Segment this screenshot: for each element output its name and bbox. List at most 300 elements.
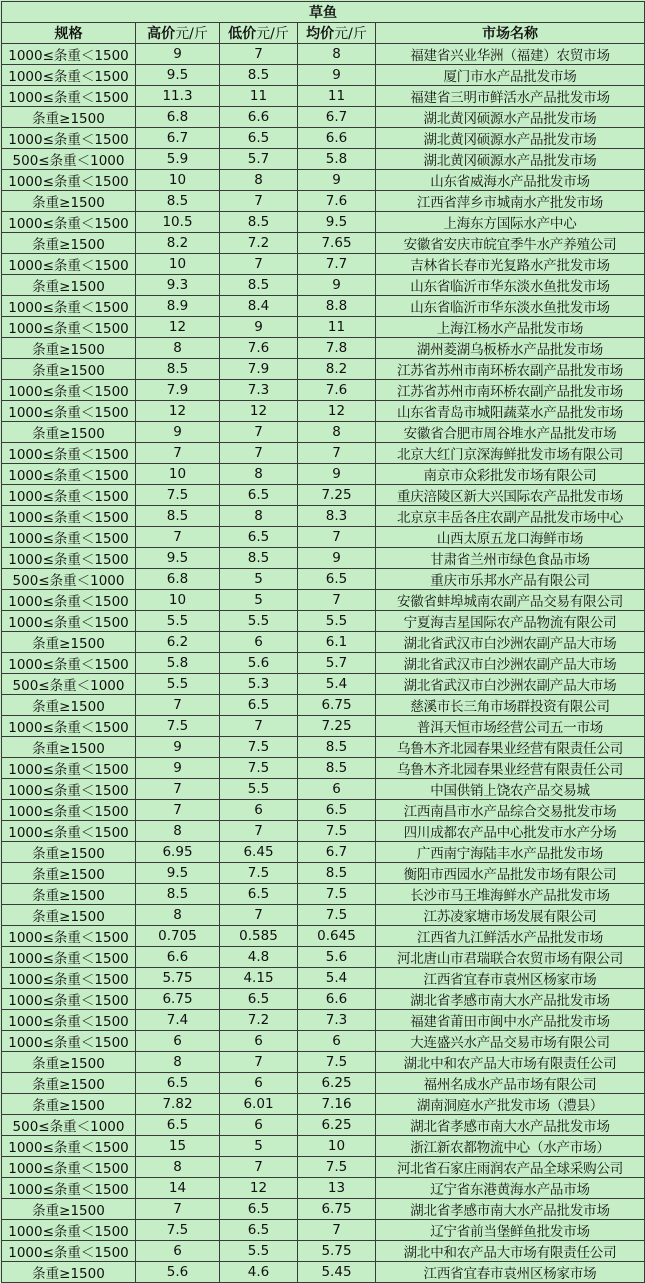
cell-high-price: 6.8 [136, 107, 220, 128]
cell-low-price: 5.5 [220, 779, 298, 800]
table-row [2, 317, 645, 338]
cell-spec: 1000≤条重＜1500 [2, 1241, 136, 1262]
cell-market: 四川成都农产品中心批发市水产分场 [376, 821, 645, 842]
cell-low-price: 12 [220, 401, 298, 422]
cell-market: 湖北黄冈硕源水产品批发市场 [376, 149, 645, 170]
cell-spec: 1000≤条重＜1500 [2, 989, 136, 1010]
cell-avg-price: 5.6 [298, 947, 376, 968]
cell-spec: 1000≤条重＜1500 [2, 779, 136, 800]
cell-spec: 条重≥1500 [2, 737, 136, 758]
table-row [2, 968, 645, 989]
cell-market: 山东省临沂市华东淡水鱼批发市场 [376, 296, 645, 317]
cell-high-price: 0.705 [136, 926, 220, 947]
header-row [2, 23, 645, 44]
cell-high-price: 5.5 [136, 674, 220, 695]
cell-high-price: 7 [136, 695, 220, 716]
column-header-unit: 元/斤 [175, 26, 208, 42]
cell-avg-price: 5.8 [298, 149, 376, 170]
cell-low-price: 6.5 [220, 695, 298, 716]
cell-avg-price: 7 [298, 1220, 376, 1241]
cell-avg-price: 6.7 [298, 107, 376, 128]
cell-spec: 500≤条重＜1000 [2, 149, 136, 170]
cell-spec: 1000≤条重＜1500 [2, 758, 136, 779]
cell-avg-price: 6 [298, 1031, 376, 1052]
cell-avg-price: 7.5 [298, 1157, 376, 1178]
cell-high-price: 8.9 [136, 296, 220, 317]
cell-avg-price: 7 [298, 443, 376, 464]
cell-high-price: 7.82 [136, 1094, 220, 1115]
cell-market: 河北省石家庄雨润农产品全球采购公司 [376, 1157, 645, 1178]
cell-low-price: 7 [220, 254, 298, 275]
cell-spec: 1000≤条重＜1500 [2, 254, 136, 275]
cell-high-price: 5.8 [136, 653, 220, 674]
cell-spec: 1000≤条重＜1500 [2, 800, 136, 821]
cell-high-price: 8 [136, 905, 220, 926]
cell-market: 江苏省苏州市南环桥农副产品批发市场 [376, 359, 645, 380]
cell-high-price: 6.6 [136, 947, 220, 968]
cell-avg-price: 7.5 [298, 884, 376, 905]
table-row [2, 695, 645, 716]
cell-spec: 条重≥1500 [2, 1262, 136, 1283]
cell-spec: 1000≤条重＜1500 [2, 947, 136, 968]
cell-high-price: 7.9 [136, 380, 220, 401]
cell-avg-price: 9 [298, 170, 376, 191]
cell-high-price: 6.7 [136, 128, 220, 149]
cell-market: 湖北省武汉市白沙洲农副产品大市场 [376, 674, 645, 695]
cell-spec: 1000≤条重＜1500 [2, 590, 136, 611]
cell-high-price: 5.6 [136, 1262, 220, 1283]
table-row [2, 1157, 645, 1178]
cell-low-price: 6 [220, 632, 298, 653]
cell-market: 辽宁省前当堡鲜鱼批发市场 [376, 1220, 645, 1241]
cell-low-price: 8 [220, 464, 298, 485]
cell-spec: 条重≥1500 [2, 359, 136, 380]
cell-low-price: 5 [220, 569, 298, 590]
cell-high-price: 9.5 [136, 548, 220, 569]
table-row [2, 128, 645, 149]
cell-high-price: 9.3 [136, 275, 220, 296]
table-row [2, 737, 645, 758]
cell-spec: 条重≥1500 [2, 884, 136, 905]
cell-avg-price: 7.65 [298, 233, 376, 254]
cell-low-price: 7.5 [220, 863, 298, 884]
cell-low-price: 7.5 [220, 758, 298, 779]
cell-market: 吉林省长春市光复路水产批发市场 [376, 254, 645, 275]
cell-avg-price: 7.25 [298, 716, 376, 737]
cell-high-price: 9 [136, 758, 220, 779]
cell-spec: 1000≤条重＜1500 [2, 1010, 136, 1031]
cell-low-price: 6 [220, 1115, 298, 1136]
table-row [2, 464, 645, 485]
table-row [2, 275, 645, 296]
table-row [2, 821, 645, 842]
cell-market: 山西太原五龙口海鲜市场 [376, 527, 645, 548]
cell-high-price: 10 [136, 170, 220, 191]
table-row [2, 527, 645, 548]
cell-market: 山东省威海水产品批发市场 [376, 170, 645, 191]
cell-avg-price: 8.5 [298, 863, 376, 884]
cell-high-price: 14 [136, 1178, 220, 1199]
table-row [2, 632, 645, 653]
table-body [2, 44, 645, 1283]
table-row [2, 590, 645, 611]
cell-spec: 1000≤条重＜1500 [2, 968, 136, 989]
cell-spec: 条重≥1500 [2, 842, 136, 863]
table-row [2, 653, 645, 674]
cell-avg-price: 5.75 [298, 1241, 376, 1262]
cell-market: 湖州菱湖乌板桥水产品批发市场 [376, 338, 645, 359]
cell-market: 山东省青岛市城阳蔬菜水产品批发市场 [376, 401, 645, 422]
cell-spec: 500≤条重＜1000 [2, 569, 136, 590]
cell-low-price: 0.585 [220, 926, 298, 947]
cell-low-price: 12 [220, 1178, 298, 1199]
cell-low-price: 6 [220, 1073, 298, 1094]
cell-market: 福州名成水产品市场有限公司 [376, 1073, 645, 1094]
cell-market: 安徽省合肥市周谷堆水产品批发市场 [376, 422, 645, 443]
cell-low-price: 8.5 [220, 548, 298, 569]
table-row [2, 506, 645, 527]
cell-market: 重庆市乐邦水产品有限公司 [376, 569, 645, 590]
cell-market: 江西省九江鲜活水产品批发市场 [376, 926, 645, 947]
table-row [2, 989, 645, 1010]
cell-avg-price: 9.5 [298, 212, 376, 233]
table-row [2, 1199, 645, 1220]
column-header-label: 均价 [306, 26, 335, 42]
cell-market: 江苏凌家塘市场发展有限公司 [376, 905, 645, 926]
cell-market: 慈溪市长三角市场群投资有限公司 [376, 695, 645, 716]
cell-spec: 1000≤条重＜1500 [2, 380, 136, 401]
cell-high-price: 6.95 [136, 842, 220, 863]
cell-high-price: 6.8 [136, 569, 220, 590]
cell-spec: 1000≤条重＜1500 [2, 506, 136, 527]
cell-high-price: 7 [136, 527, 220, 548]
column-header-label: 规格 [54, 26, 83, 42]
cell-spec: 500≤条重＜1000 [2, 674, 136, 695]
cell-market: 衡阳市西园水产品批发市场有限公司 [376, 863, 645, 884]
cell-market: 重庆涪陵区新大兴国际农产品批发市场 [376, 485, 645, 506]
cell-low-price: 7 [220, 821, 298, 842]
cell-avg-price: 6 [298, 779, 376, 800]
cell-low-price: 9 [220, 317, 298, 338]
cell-avg-price: 8.5 [298, 737, 376, 758]
cell-avg-price: 8.8 [298, 296, 376, 317]
cell-high-price: 8.5 [136, 884, 220, 905]
table-row [2, 779, 645, 800]
table-row [2, 233, 645, 254]
cell-high-price: 8.5 [136, 506, 220, 527]
cell-high-price: 6.5 [136, 1073, 220, 1094]
cell-market: 江西省宜春市袁州区杨家市场 [376, 1262, 645, 1283]
column-header-low-price [220, 23, 298, 44]
cell-low-price: 7.5 [220, 737, 298, 758]
cell-avg-price: 7.5 [298, 905, 376, 926]
cell-avg-price: 6.1 [298, 632, 376, 653]
cell-spec: 条重≥1500 [2, 107, 136, 128]
cell-market: 辽宁省东港黄海水产品市场 [376, 1178, 645, 1199]
cell-low-price: 6.5 [220, 527, 298, 548]
cell-market: 江西省萍乡市城南水产批发市场 [376, 191, 645, 212]
cell-spec: 1000≤条重＜1500 [2, 86, 136, 107]
cell-high-price: 7 [136, 779, 220, 800]
table-row [2, 191, 645, 212]
cell-spec: 条重≥1500 [2, 191, 136, 212]
cell-spec: 1000≤条重＜1500 [2, 401, 136, 422]
cell-low-price: 8.5 [220, 212, 298, 233]
cell-high-price: 6.5 [136, 1115, 220, 1136]
cell-avg-price: 8.5 [298, 758, 376, 779]
cell-avg-price: 7.6 [298, 191, 376, 212]
cell-high-price: 8.5 [136, 191, 220, 212]
cell-spec: 条重≥1500 [2, 695, 136, 716]
table-row [2, 1262, 645, 1283]
column-header-label: 低价 [228, 26, 257, 42]
column-header-label: 高价 [147, 26, 176, 42]
cell-low-price: 8 [220, 170, 298, 191]
cell-low-price: 7 [220, 422, 298, 443]
cell-low-price: 7 [220, 1157, 298, 1178]
cell-high-price: 12 [136, 317, 220, 338]
cell-avg-price: 11 [298, 86, 376, 107]
cell-spec: 1000≤条重＜1500 [2, 296, 136, 317]
cell-spec: 1000≤条重＜1500 [2, 926, 136, 947]
cell-low-price: 5 [220, 1136, 298, 1157]
cell-market: 北京京丰岳各庄农副产品批发市场中心 [376, 506, 645, 527]
cell-avg-price: 6.25 [298, 1115, 376, 1136]
cell-avg-price: 6.5 [298, 569, 376, 590]
cell-avg-price: 6.5 [298, 800, 376, 821]
cell-spec: 1000≤条重＜1500 [2, 212, 136, 233]
cell-low-price: 5.6 [220, 653, 298, 674]
cell-market: 宁夏海吉星国际农产品物流有限公司 [376, 611, 645, 632]
cell-avg-price: 7.25 [298, 485, 376, 506]
table-row [2, 1241, 645, 1262]
cell-spec: 1000≤条重＜1500 [2, 716, 136, 737]
cell-low-price: 7 [220, 905, 298, 926]
cell-spec: 条重≥1500 [2, 1052, 136, 1073]
cell-avg-price: 8 [298, 422, 376, 443]
table-row [2, 254, 645, 275]
cell-low-price: 6.5 [220, 884, 298, 905]
cell-low-price: 7.3 [220, 380, 298, 401]
cell-market: 上海江杨水产品批发市场 [376, 317, 645, 338]
cell-high-price: 9.5 [136, 863, 220, 884]
cell-avg-price: 6.6 [298, 989, 376, 1010]
cell-low-price: 6 [220, 800, 298, 821]
cell-avg-price: 7 [298, 590, 376, 611]
cell-avg-price: 9 [298, 65, 376, 86]
cell-avg-price: 9 [298, 275, 376, 296]
cell-spec: 1000≤条重＜1500 [2, 1220, 136, 1241]
cell-high-price: 8 [136, 821, 220, 842]
cell-high-price: 9 [136, 44, 220, 65]
cell-low-price: 7 [220, 44, 298, 65]
cell-high-price: 7 [136, 1199, 220, 1220]
cell-market: 乌鲁木齐北园春果业经营有限责任公司 [376, 758, 645, 779]
column-header-unit: 元/斤 [334, 26, 367, 42]
price-table [1, 1, 645, 1283]
cell-avg-price: 10 [298, 1136, 376, 1157]
table-row [2, 338, 645, 359]
cell-high-price: 6.2 [136, 632, 220, 653]
cell-high-price: 9 [136, 737, 220, 758]
cell-spec: 1000≤条重＜1500 [2, 317, 136, 338]
cell-market: 广西南宁海陆丰水产品批发市场 [376, 842, 645, 863]
cell-avg-price: 7.5 [298, 1052, 376, 1073]
table-row [2, 947, 645, 968]
cell-low-price: 7 [220, 443, 298, 464]
table-row [2, 863, 645, 884]
cell-low-price: 5.5 [220, 1241, 298, 1262]
cell-high-price: 7.5 [136, 485, 220, 506]
table-row [2, 170, 645, 191]
cell-avg-price: 7.16 [298, 1094, 376, 1115]
cell-low-price: 6.5 [220, 485, 298, 506]
cell-spec: 条重≥1500 [2, 905, 136, 926]
cell-spec: 条重≥1500 [2, 1199, 136, 1220]
cell-market: 江西南昌市水产品综合交易批发市场 [376, 800, 645, 821]
column-header-high-price [136, 23, 220, 44]
cell-market: 南京市众彩批发市场有限公司 [376, 464, 645, 485]
cell-avg-price: 7.6 [298, 380, 376, 401]
cell-market: 湖北省孝感市南大水产品批发市场 [376, 1199, 645, 1220]
column-header-avg-price [298, 23, 376, 44]
cell-high-price: 5.9 [136, 149, 220, 170]
cell-low-price: 4.15 [220, 968, 298, 989]
table-row [2, 1010, 645, 1031]
cell-high-price: 5.5 [136, 611, 220, 632]
cell-spec: 500≤条重＜1000 [2, 1115, 136, 1136]
cell-market: 河北唐山市君瑞联合农贸市场有限公司 [376, 947, 645, 968]
table-row [2, 149, 645, 170]
cell-market: 普洱天恒市场经营公司五一市场 [376, 716, 645, 737]
cell-high-price: 12 [136, 401, 220, 422]
table-row [2, 380, 645, 401]
cell-high-price: 11.3 [136, 86, 220, 107]
cell-spec: 1000≤条重＜1500 [2, 611, 136, 632]
table-row [2, 1031, 645, 1052]
table-row [2, 44, 645, 65]
cell-low-price: 7 [220, 716, 298, 737]
cell-avg-price: 6.75 [298, 695, 376, 716]
table-row [2, 842, 645, 863]
cell-market: 福建省兴业华洲（福建）农贸市场 [376, 44, 645, 65]
cell-high-price: 5.75 [136, 968, 220, 989]
table-row [2, 1220, 645, 1241]
table-row [2, 401, 645, 422]
cell-avg-price: 6.6 [298, 128, 376, 149]
cell-market: 湖北省武汉市白沙洲农副产品大市场 [376, 632, 645, 653]
cell-market: 安徽省安庆市皖宜季牛水产养殖公司 [376, 233, 645, 254]
cell-avg-price: 9 [298, 464, 376, 485]
cell-avg-price: 8.3 [298, 506, 376, 527]
cell-spec: 1000≤条重＜1500 [2, 1178, 136, 1199]
table-row [2, 296, 645, 317]
cell-spec: 1000≤条重＜1500 [2, 170, 136, 191]
table-row [2, 443, 645, 464]
cell-low-price: 5 [220, 590, 298, 611]
cell-avg-price: 6.7 [298, 842, 376, 863]
cell-low-price: 6.5 [220, 989, 298, 1010]
cell-avg-price: 9 [298, 548, 376, 569]
cell-high-price: 7.5 [136, 1220, 220, 1241]
cell-spec: 条重≥1500 [2, 863, 136, 884]
cell-high-price: 9 [136, 422, 220, 443]
cell-market: 上海东方国际水产中心 [376, 212, 645, 233]
column-header-spec [2, 23, 136, 44]
cell-low-price: 6.5 [220, 1199, 298, 1220]
cell-low-price: 6 [220, 1031, 298, 1052]
cell-market: 湖北省孝感市南大水产品批发市场 [376, 1115, 645, 1136]
cell-market: 湖北黄冈硕源水产品批发市场 [376, 107, 645, 128]
table-row [2, 1136, 645, 1157]
table-row [2, 926, 645, 947]
table-row [2, 422, 645, 443]
cell-avg-price: 6.75 [298, 1199, 376, 1220]
cell-market: 江西省宜春市袁州区杨家市场 [376, 968, 645, 989]
cell-market: 厦门市水产品批发市场 [376, 65, 645, 86]
cell-spec: 条重≥1500 [2, 1094, 136, 1115]
cell-avg-price: 7.3 [298, 1010, 376, 1031]
cell-high-price: 7.4 [136, 1010, 220, 1031]
cell-high-price: 10 [136, 464, 220, 485]
table-row [2, 1178, 645, 1199]
cell-market: 湖南洞庭水产批发市场（澧县） [376, 1094, 645, 1115]
cell-market: 湖北省孝感市南大水产品批发市场 [376, 989, 645, 1010]
cell-avg-price: 5.4 [298, 968, 376, 989]
cell-low-price: 7 [220, 191, 298, 212]
cell-spec: 1000≤条重＜1500 [2, 653, 136, 674]
cell-avg-price: 13 [298, 1178, 376, 1199]
cell-low-price: 6.6 [220, 107, 298, 128]
cell-high-price: 10 [136, 254, 220, 275]
cell-low-price: 8.4 [220, 296, 298, 317]
cell-high-price: 7.5 [136, 716, 220, 737]
cell-market: 浙江新农都物流中心（水产市场） [376, 1136, 645, 1157]
cell-high-price: 6 [136, 1241, 220, 1262]
cell-spec: 条重≥1500 [2, 632, 136, 653]
cell-spec: 1000≤条重＜1500 [2, 464, 136, 485]
table-row [2, 1073, 645, 1094]
table-row [2, 1052, 645, 1073]
cell-low-price: 5.7 [220, 149, 298, 170]
cell-market: 山东省临沂市华东淡水鱼批发市场 [376, 275, 645, 296]
cell-spec: 1000≤条重＜1500 [2, 65, 136, 86]
table-row [2, 905, 645, 926]
cell-low-price: 7 [220, 1052, 298, 1073]
cell-market: 大连盛兴水产品交易市场有限公司 [376, 1031, 645, 1052]
cell-market: 江苏省苏州市南环桥农副产品批发市场 [376, 380, 645, 401]
cell-avg-price: 6.25 [298, 1073, 376, 1094]
cell-low-price: 6.5 [220, 128, 298, 149]
cell-low-price: 8 [220, 506, 298, 527]
cell-high-price: 9.5 [136, 65, 220, 86]
cell-low-price: 6.45 [220, 842, 298, 863]
table-row [2, 1094, 645, 1115]
table-row [2, 800, 645, 821]
table-row [2, 884, 645, 905]
cell-avg-price: 0.645 [298, 926, 376, 947]
cell-avg-price: 5.7 [298, 653, 376, 674]
cell-high-price: 7 [136, 800, 220, 821]
cell-market: 湖北中和农产品大市场有限责任公司 [376, 1052, 645, 1073]
cell-spec: 1000≤条重＜1500 [2, 821, 136, 842]
cell-low-price: 7.2 [220, 233, 298, 254]
cell-avg-price: 8.2 [298, 359, 376, 380]
cell-spec: 1000≤条重＜1500 [2, 485, 136, 506]
cell-avg-price: 7 [298, 527, 376, 548]
table-row [2, 86, 645, 107]
cell-high-price: 8 [136, 1052, 220, 1073]
